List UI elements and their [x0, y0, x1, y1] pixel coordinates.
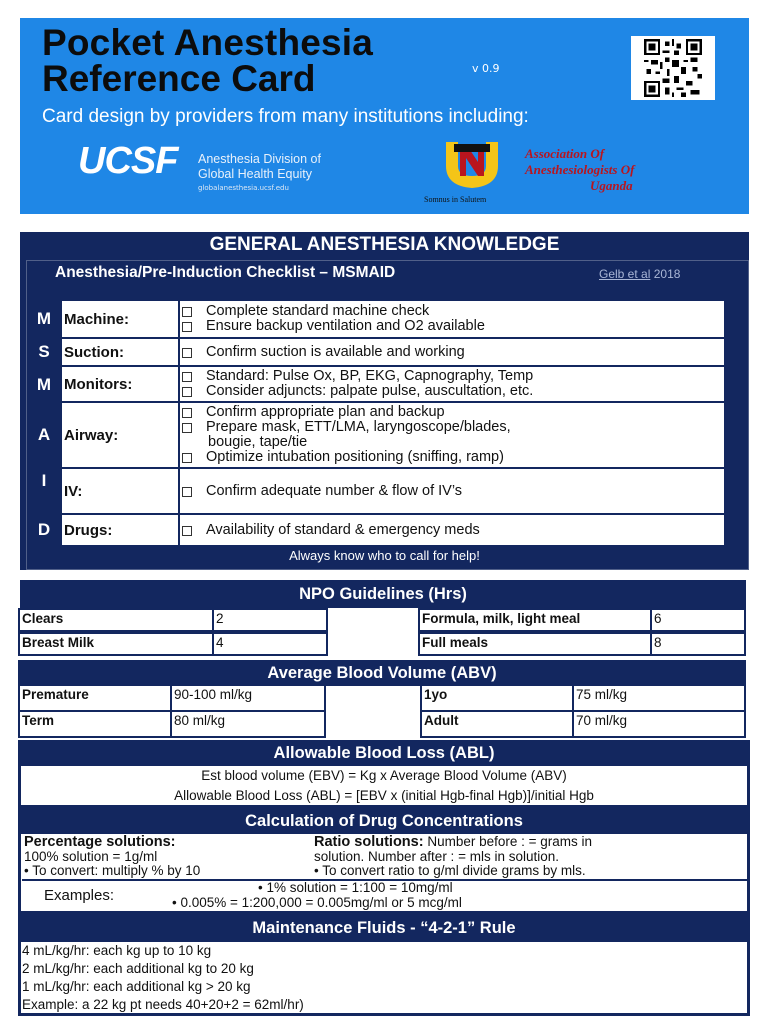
row-label: Machine: — [62, 301, 178, 337]
abv-value-term: 80 ml/kg — [170, 710, 326, 738]
row-items — [180, 403, 724, 467]
ratio-line2: solution. Number after : = mls in solution. — [314, 849, 559, 864]
row-items — [180, 367, 724, 401]
abv-value-1yo: 75 ml/kg — [572, 684, 746, 712]
checkbox-icon[interactable] — [182, 372, 192, 382]
checklist-row-machine — [27, 301, 750, 337]
aau-name — [525, 146, 634, 194]
aau-line2: Anesthesiologists Of — [525, 162, 635, 177]
abv-value-premature: 90-100 ml/kg — [170, 684, 326, 712]
checklist-item: Availability of standard & emergency meds — [206, 521, 480, 538]
ucsf-line1: Anesthesia Division of — [198, 152, 321, 166]
abl-body — [18, 766, 750, 806]
abl-title: Allowable Blood Loss (ABL) — [18, 740, 750, 766]
checkbox-icon[interactable] — [182, 423, 192, 433]
example-2: • 0.005% = 1:200,000 = 0.005mg/ml or 5 mcg/ml — [172, 895, 462, 910]
npo-value-formula: 6 — [650, 608, 746, 632]
checklist-item-continued: bougie, tape/tie — [208, 434, 308, 450]
npo-label-formula: Formula, milk, light meal — [418, 608, 652, 632]
checklist-item: Confirm appropriate plan and backup — [206, 404, 445, 420]
ratio-heading: Ratio solutions: — [314, 834, 424, 850]
maint-line-1: 4 mL/kg/hr: each kg up to 10 kg — [22, 943, 212, 958]
pct-line1: 100% solution = 1g/ml — [24, 849, 158, 864]
checklist-row-monitors — [27, 367, 750, 401]
checklist-item: Prepare mask, ETT/LMA, laryngoscope/blades, — [206, 419, 511, 435]
abl-formula-abl: Allowable Blood Loss (ABL) = [EBV x (initial Hgb-final Hgb)]/initial Hgb — [174, 788, 594, 803]
row-label: Suction: — [62, 339, 178, 365]
page-title-line1: Pocket Anesthesia — [42, 22, 374, 63]
row-letter: S — [38, 342, 50, 361]
citation-year: 2018 — [653, 267, 681, 281]
npo-title: NPO Guidelines (Hrs) — [20, 580, 746, 608]
pct-line2: • To convert: multiply % by 10 — [24, 863, 201, 878]
section-title: GENERAL ANESTHESIA KNOWLEDGE — [209, 234, 560, 255]
npo-value-clears: 2 — [212, 608, 328, 632]
npo-label-full-meals: Full meals — [418, 632, 652, 656]
abv-label-term: Term — [18, 710, 172, 738]
ucsf-logo: UCSF — [78, 140, 178, 182]
row-items — [180, 301, 724, 337]
row-items — [180, 515, 724, 545]
aau-logo-icon — [440, 136, 504, 196]
checklist-panel — [26, 260, 749, 570]
checkbox-icon[interactable] — [182, 387, 192, 397]
checkbox-icon[interactable] — [182, 307, 192, 317]
row-items — [180, 469, 724, 513]
checklist-row-drugs — [27, 515, 750, 545]
aau-motto: Somnus in Salutem — [424, 195, 487, 204]
abv-label-premature: Premature — [18, 684, 172, 712]
checkbox-icon[interactable] — [182, 348, 192, 358]
version-label: v 0.9 — [472, 62, 500, 75]
example-1: • 1% solution = 1:100 = 10mg/ml — [258, 880, 453, 895]
checklist-item: Confirm suction is available and working — [206, 343, 465, 360]
abv-label-adult: Adult — [420, 710, 574, 738]
row-letter: M — [36, 309, 52, 328]
abv-title: Average Blood Volume (ABV) — [18, 660, 746, 686]
row-label: IV: — [62, 469, 178, 513]
row-label: Drugs: — [62, 515, 178, 545]
header-banner — [20, 18, 749, 214]
row-letter: D — [37, 520, 51, 539]
page-title-line2: Reference Card — [42, 58, 316, 99]
checkbox-icon[interactable] — [182, 322, 192, 332]
examples-label: Examples: — [44, 887, 115, 904]
npo-value-breast-milk: 4 — [212, 632, 328, 656]
row-letter: A — [37, 425, 51, 444]
ucsf-division-name — [198, 152, 321, 182]
npo-value-full-meals: 8 — [650, 632, 746, 656]
maint-line-2: 2 mL/kg/hr: each additional kg to 20 kg — [22, 961, 254, 976]
ratio-line1 — [314, 834, 592, 850]
row-items — [180, 339, 724, 365]
row-letter: I — [41, 471, 47, 490]
call-for-help-note: Always know who to call for help! — [289, 548, 480, 563]
checkbox-icon[interactable] — [182, 526, 192, 536]
ratio-line3: • To convert ratio to g/ml divide grams by mls. — [314, 863, 586, 878]
ucsf-url: globalanesthesia.ucsf.edu — [198, 184, 289, 192]
checkbox-icon[interactable] — [182, 408, 192, 418]
checklist-item: Confirm adequate number & flow of IV’s — [206, 482, 463, 499]
checklist-item: Optimize intubation positioning (sniffing, ramp) — [206, 449, 504, 465]
checklist-item: Ensure backup ventilation and O2 available — [206, 318, 485, 334]
aau-line1: Association Of — [525, 146, 605, 161]
npo-label-clears: Clears — [18, 608, 214, 632]
pct-heading: Percentage solutions: — [24, 834, 176, 850]
drug-title: Calculation of Drug Concentrations — [18, 808, 750, 834]
row-label: Monitors: — [62, 367, 178, 401]
maint-line-4: Example: a 22 kg pt needs 40+20+2 = 62ml/hr) — [22, 997, 304, 1012]
maint-body — [22, 942, 746, 1014]
abv-label-1yo: 1yo — [420, 684, 574, 712]
citation-authors[interactable]: Gelb et al — [599, 267, 651, 281]
aau-line3: Uganda — [590, 178, 633, 193]
checklist-item: Complete standard machine check — [206, 303, 430, 319]
checklist-citation[interactable] — [599, 267, 680, 281]
ratio-text: Number before : = grams in — [423, 834, 593, 849]
npo-label-breast-milk: Breast Milk — [18, 632, 214, 656]
checklist-row-iv — [27, 469, 750, 513]
row-label: Airway: — [62, 403, 178, 467]
subtitle: Card design by providers from many institutions including: — [42, 106, 529, 127]
ucsf-line2: Global Health Equity — [198, 167, 312, 181]
general-anesthesia-section — [20, 232, 749, 570]
checkbox-icon[interactable] — [182, 487, 192, 497]
abl-formula-ebv: Est blood volume (EBV) = Kg x Average Blood Volume (ABV) — [201, 768, 567, 783]
checklist-item: Standard: Pulse Ox, BP, EKG, Capnography, Temp — [206, 368, 534, 384]
checklist-row-suction — [27, 339, 750, 365]
checkbox-icon[interactable] — [182, 453, 192, 463]
qr-code-icon[interactable] — [631, 36, 715, 100]
row-letter: M — [36, 375, 52, 394]
checklist-title: Anesthesia/Pre-Induction Checklist – MSMAID — [55, 264, 396, 281]
abv-value-adult: 70 ml/kg — [572, 710, 746, 738]
maint-title: Maintenance Fluids - “4-2-1” Rule — [18, 914, 750, 942]
drug-body — [22, 834, 748, 912]
checklist-item: Consider adjuncts: palpate pulse, auscultation, etc. — [206, 383, 534, 399]
checklist-row-airway — [27, 403, 750, 467]
maint-line-3: 1 mL/kg/hr: each additional kg > 20 kg — [22, 979, 251, 994]
